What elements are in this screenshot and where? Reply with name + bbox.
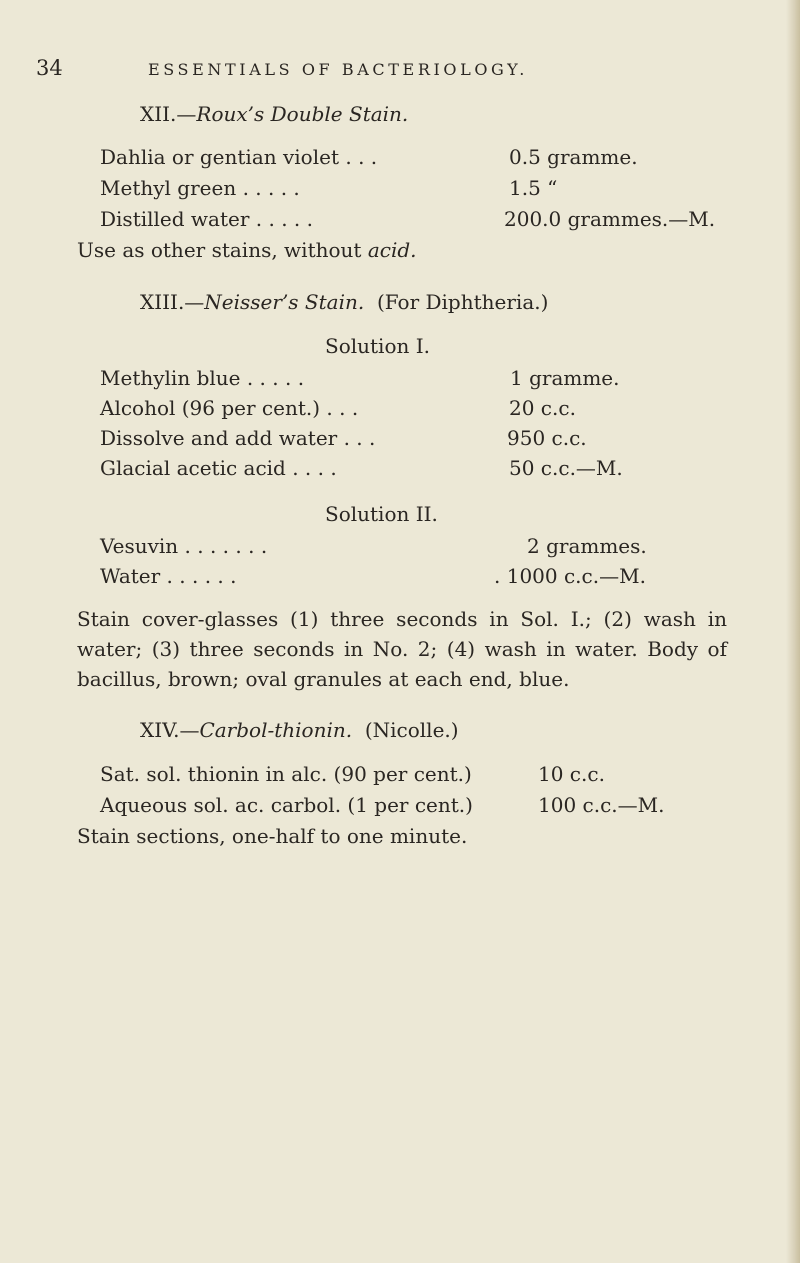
xii-row-2-dots: . . . . . <box>242 176 300 200</box>
xii-row-3-label <box>100 207 313 231</box>
solution-1-heading: Solution I. <box>325 334 430 358</box>
section-xii-number: XII.— <box>140 102 197 126</box>
section-xiii-title: Neisser’s Stain. <box>204 290 365 314</box>
section-xiii-number: XIII.— <box>140 290 205 314</box>
sol2-row-2-name: Water <box>100 564 161 588</box>
sol2-row-2-value: . 1000 c.c.—M. <box>494 564 646 588</box>
xiv-row-1-label: Sat. sol. thionin in alc. (90 per cent.) <box>100 762 472 786</box>
section-xiv-heading <box>140 718 459 742</box>
sol1-row-2-label <box>100 396 358 420</box>
section-xiv-title: Carbol-thionin. <box>199 718 353 742</box>
xii-note <box>77 238 417 262</box>
section-xii-heading <box>140 102 408 126</box>
section-xiv-number: XIV.— <box>140 718 200 742</box>
section-xii-title: Roux’s Double Stain. <box>196 102 409 126</box>
sol1-row-1-name: Methylin blue <box>100 366 241 390</box>
sol1-row-1-dots: . . . . . <box>246 366 305 390</box>
sol2-row-2-dots: . . . . . . <box>166 564 237 588</box>
sol1-row-2-dots: . . . <box>326 396 359 420</box>
sol1-row-4-value: 50 c.c.—M. <box>509 456 623 480</box>
sol1-row-1-label <box>100 366 304 390</box>
xii-row-1-dots: . . . <box>345 145 378 169</box>
section-xiii-heading <box>140 290 548 314</box>
section-xiv-subtitle: (Nicolle.) <box>364 718 459 742</box>
solution-2-heading: Solution II. <box>325 502 438 526</box>
xii-row-1-name: Dahlia or gentian violet <box>100 145 339 169</box>
xii-row-3-dots: . . . . . <box>255 207 313 231</box>
xiv-row-2-label: Aqueous sol. ac. carbol. (1 per cent.) <box>100 793 473 817</box>
xii-row-1-label <box>100 145 377 169</box>
sol2-row-1-label <box>100 534 267 558</box>
xiv-row-2-value: 100 c.c.—M. <box>538 793 665 817</box>
sol1-row-2-value: 20 c.c. <box>509 396 576 420</box>
xiv-row-1-value: 10 c.c. <box>538 762 605 786</box>
running-head: ESSENTIALS OF BACTERIOLOGY. <box>148 60 528 79</box>
xii-row-3-value: 200.0 grammes.—M. <box>504 207 716 231</box>
xii-row-3-name: Distilled water <box>100 207 250 231</box>
sol2-row-1-dots: . . . . . . . <box>184 534 268 558</box>
page-edge-shadow <box>786 0 800 1263</box>
page-number: 34 <box>36 56 63 80</box>
sol1-row-3-name: Dissolve and add water <box>100 426 338 450</box>
sol2-row-1-name: Vesuvin <box>100 534 179 558</box>
xii-note-emphasis: acid. <box>367 238 417 262</box>
sol1-row-1-value: 1 gramme. <box>510 366 620 390</box>
sol1-row-4-name: Glacial acetic acid <box>100 456 286 480</box>
xiv-note: Stain sections, one-half to one minute. <box>77 824 468 848</box>
sol1-row-4-label <box>100 456 337 480</box>
sol1-row-3-dots: . . . <box>343 426 376 450</box>
xii-row-1-value: 0.5 gramme. <box>509 145 638 169</box>
sol1-row-2-name: Alcohol (96 per cent.) <box>100 396 321 420</box>
sol1-row-3-value: 950 c.c. <box>507 426 587 450</box>
neisser-instructions: Stain cover-glasses (1) three seconds in Sol. I.; (2) wash in water; (3) three seconds in No. 2; (4) wash in water. Body of bacillus, brown; oval granules at each end, blue. <box>77 607 727 691</box>
section-xiii-subtitle: (For Diphtheria.) <box>376 290 549 314</box>
xii-row-2-value: 1.5 “ <box>509 176 558 200</box>
xii-row-2-name: Methyl green <box>100 176 237 200</box>
xii-note-text: Use as other stains, without <box>77 238 368 262</box>
sol2-row-2-label <box>100 564 236 588</box>
sol2-row-1-value: 2 grammes. <box>527 534 647 558</box>
sol1-row-3-label <box>100 426 375 450</box>
xii-row-2-label <box>100 176 300 200</box>
sol1-row-4-dots: . . . . <box>292 456 337 480</box>
